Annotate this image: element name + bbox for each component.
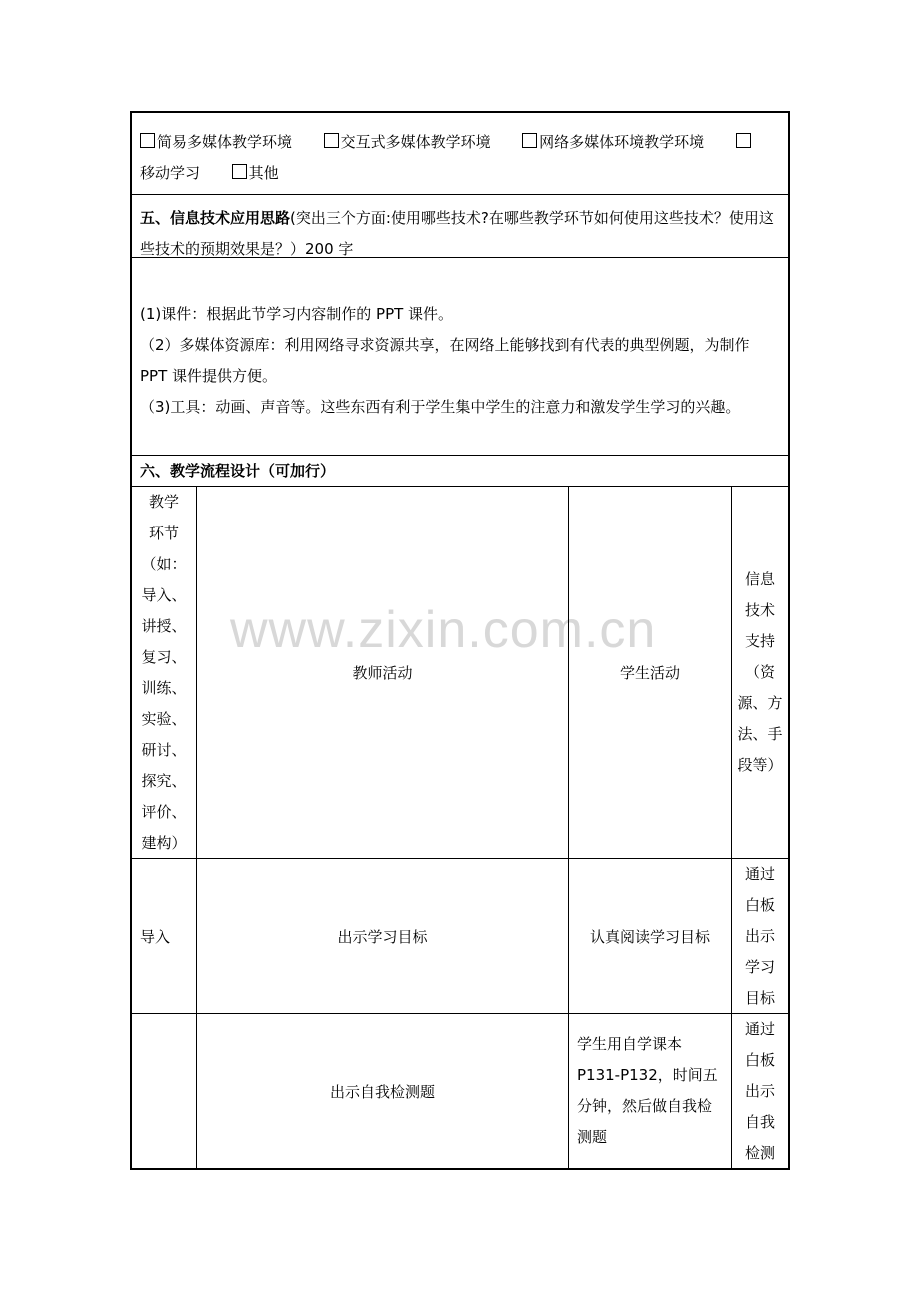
checkbox-icon[interactable] (736, 133, 751, 148)
header-tech-support: 信息 技术 支持 （资 源、方 法、手 段等） (732, 486, 788, 858)
table-row-student: 学生用自学课本P131-P132，时间五分钟，然后做自我检测题 (569, 1013, 732, 1168)
table-row-tech: 通过 白板 出示 学习 目标 (732, 858, 788, 1013)
table-row-tech: 通过 白板 出示 自我 检测 (732, 1013, 788, 1168)
header-teacher-activity: 教师活动 (197, 486, 569, 858)
watermark: www.zixin.com.cn (230, 601, 657, 659)
env-option-interactive[interactable]: 交互式多媒体教学环境 (324, 133, 491, 151)
lesson-plan-form (130, 111, 790, 1170)
idea-item: (1)课件：根据此节学习内容制作的 PPT 课件。 (140, 305, 454, 323)
idea-item: （2）多媒体资源库：利用网络寻求资源共享，在网络上能够找到有代表的典型例题，为制作 PPT 课件提供方便。 (140, 336, 750, 385)
section5-heading (132, 194, 788, 257)
table-row-stage (132, 1013, 197, 1168)
env-option-mobile[interactable]: 移动学习 (140, 164, 201, 182)
env-option-simple[interactable]: 简易多媒体教学环境 (140, 133, 292, 151)
checkbox-icon[interactable] (522, 133, 537, 148)
header-student-activity: 学生活动 (569, 486, 732, 858)
env-option-network[interactable]: 网络多媒体环境教学环境 (522, 133, 704, 151)
section6-title: 六、教学流程设计（可加行） (132, 455, 788, 486)
table-row-stage: 导入 (132, 858, 197, 1013)
idea-item: （3)工具：动画、声音等。这些东西有利于学生集中学生的注意力和激发学生学习的兴趣。 (140, 398, 741, 416)
table-row-student: 认真阅读学习目标 (569, 858, 732, 1013)
checkbox-icon[interactable] (140, 133, 155, 148)
checkbox-icon[interactable] (232, 164, 247, 179)
environment-options (132, 113, 788, 194)
table-row-teacher: 出示自我检测题 (197, 1013, 569, 1168)
checkbox-icon[interactable] (324, 133, 339, 148)
section5-desc: (突出三个方面:使用哪些技术?在哪些教学环节如何使用这些技术？使用这些技术的预期效果是？）200 字 (140, 209, 774, 258)
header-stage: 教学 环节 （如： 导入、 讲授、 复习、 训练、 实验、 研讨、 探究、 评价、 建构） (132, 486, 197, 858)
table-row-teacher: 出示学习目标 (197, 858, 569, 1013)
section5-content (132, 257, 788, 455)
section5-title: 五、信息技术应用思路 (140, 209, 291, 227)
env-option-other[interactable]: 其他 (232, 164, 279, 182)
